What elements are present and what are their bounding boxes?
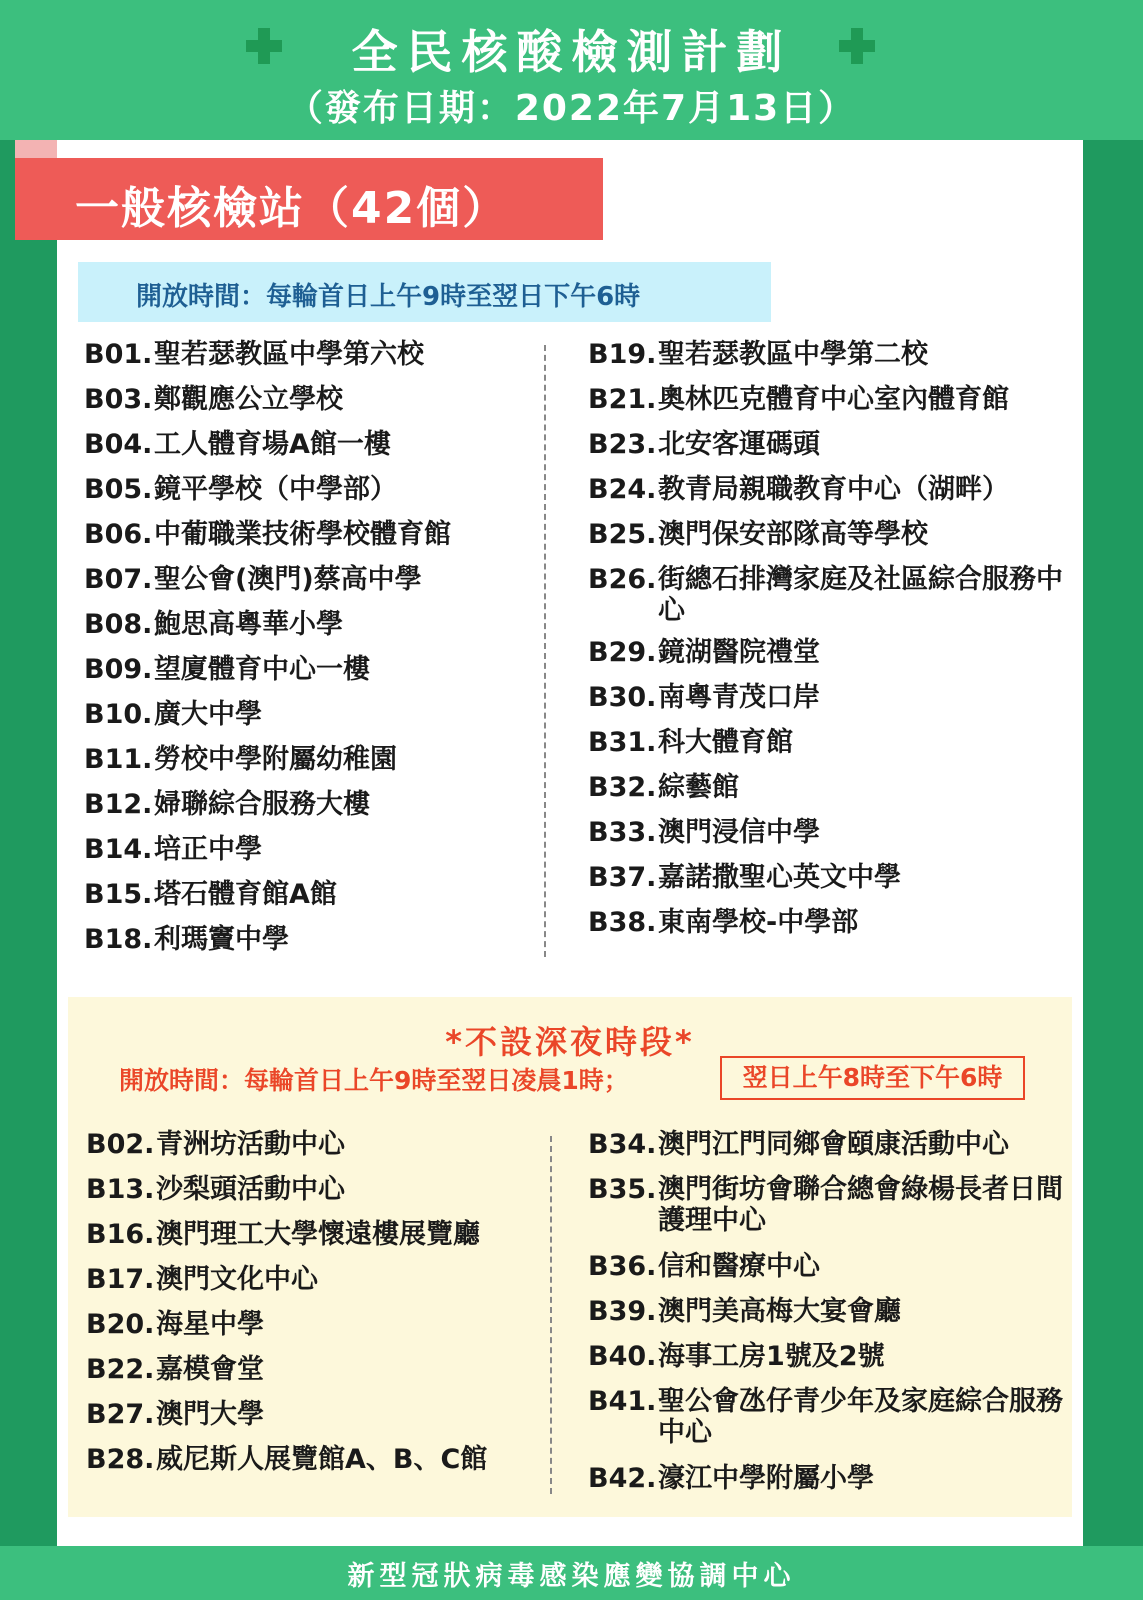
station-code: B33.: [588, 817, 657, 848]
station-name: 澳門街坊會聯合總會綠楊長者日間護理中心: [658, 1174, 1063, 1236]
station-code: B35.: [588, 1174, 657, 1205]
station-name: 澳門理工大學懷遠樓展覽廳: [156, 1219, 480, 1250]
station-name: 嘉諾撒聖心英文中學: [658, 862, 901, 893]
station-code: B23.: [588, 429, 657, 460]
station-code: B37.: [588, 862, 657, 893]
station-code: B06.: [84, 519, 153, 550]
station-code: B03.: [84, 384, 153, 415]
station-code: B22.: [86, 1354, 155, 1385]
station-name: 澳門浸信中學: [658, 817, 820, 848]
station-code: B13.: [86, 1174, 155, 1205]
station-code: B05.: [84, 474, 153, 505]
station-name: 聖公會氹仔青少年及家庭綜合服務中心: [658, 1386, 1063, 1448]
station-code: B14.: [84, 834, 153, 865]
station-name: 婦聯綜合服務大樓: [154, 789, 370, 820]
station-name: 信和醫療中心: [658, 1251, 820, 1282]
station-code: B20.: [86, 1309, 155, 1340]
station-name: 廣大中學: [154, 699, 262, 730]
station-code: B28.: [86, 1444, 155, 1475]
page-title: 全民核酸檢測計劃: [351, 25, 792, 79]
footer-organization: 新型冠狀病毒感染應變協調中心: [347, 1561, 796, 1592]
station-code: B26.: [588, 564, 657, 595]
station-name: 科大體育館: [658, 727, 793, 758]
station-name: 澳門大學: [156, 1399, 264, 1430]
station-code: B27.: [86, 1399, 155, 1430]
station-name: 鏡湖醫院禮堂: [658, 637, 820, 668]
station-code: B36.: [588, 1251, 657, 1282]
station-code: B41.: [588, 1386, 657, 1417]
station-name: 聖若瑟教區中學第二校: [658, 339, 928, 370]
station-code: B39.: [588, 1296, 657, 1327]
station-name: 教青局親職教育中心（湖畔）: [658, 474, 1009, 505]
station-name: 威尼斯人展覽館A、B、C館: [156, 1444, 488, 1475]
station-name: 奧林匹克體育中心室內體育館: [658, 384, 1009, 415]
station-name: 濠江中學附屬小學: [658, 1463, 874, 1494]
station-name: 綜藝館: [658, 772, 739, 803]
station-code: B21.: [588, 384, 657, 415]
station-name: 塔石體育館A館: [154, 879, 337, 910]
station-code: B07.: [84, 564, 153, 595]
station-code: B15.: [84, 879, 153, 910]
station-code: B09.: [84, 654, 153, 685]
station-code: B40.: [588, 1341, 657, 1372]
station-name: 東南學校-中學部: [658, 907, 859, 938]
station-name: 聖公會(澳門)蔡高中學: [154, 564, 422, 595]
station-name: 利瑪竇中學: [154, 924, 289, 955]
station-code: B17.: [86, 1264, 155, 1295]
station-name: 青洲坊活動中心: [156, 1129, 345, 1160]
station-code: B30.: [588, 682, 657, 713]
station-name: 勞校中學附屬幼稚園: [154, 744, 397, 775]
station-name: 北安客運碼頭: [658, 429, 820, 460]
column-divider: [544, 345, 546, 957]
station-name: 海星中學: [156, 1309, 264, 1340]
station-code: B04.: [84, 429, 153, 460]
station-code: B01.: [84, 339, 153, 370]
station-name: 澳門美高梅大宴會廳: [658, 1296, 901, 1327]
station-code: B10.: [84, 699, 153, 730]
general-stations-title: 一般核檢站（42個）: [75, 183, 509, 234]
station-code: B32.: [588, 772, 657, 803]
footer: [0, 1546, 1143, 1600]
station-name: 澳門文化中心: [156, 1264, 318, 1295]
station-name: 澳門江門同鄉會頤康活動中心: [658, 1129, 1009, 1160]
station-name: 南粵青茂口岸: [658, 682, 820, 713]
station-name: 海事工房1號及2號: [658, 1341, 885, 1372]
station-code: B02.: [86, 1129, 155, 1160]
station-name: 街總石排灣家庭及社區綜合服務中心: [658, 564, 1063, 626]
no-night-hours-text: 開放時間：每輪首日上午9時至翌日凌晨1時；: [119, 1066, 629, 1095]
station-code: B24.: [588, 474, 657, 505]
station-code: B31.: [588, 727, 657, 758]
station-code: B25.: [588, 519, 657, 550]
right-border: [1083, 140, 1143, 1546]
station-name: 鏡平學校（中學部）: [154, 474, 397, 505]
left-border: [0, 140, 57, 1546]
station-name: 澳門保安部隊高等學校: [658, 519, 928, 550]
station-name: 聖若瑟教區中學第六校: [154, 339, 424, 370]
station-code: B16.: [86, 1219, 155, 1250]
station-code: B12.: [84, 789, 153, 820]
station-code: B11.: [84, 744, 153, 775]
release-date: （發布日期：2022年7月13日）: [286, 88, 857, 129]
column-divider: [550, 1136, 552, 1494]
general-hours-text: 開放時間：每輪首日上午9時至翌日下午6時: [136, 282, 641, 312]
no-night-title: *不設深夜時段*: [445, 1023, 695, 1061]
station-name: 培正中學: [154, 834, 262, 865]
banner-fold: [15, 140, 57, 158]
general-hours-box: [78, 262, 771, 322]
header: [0, 0, 1143, 140]
station-code: B08.: [84, 609, 153, 640]
station-name: 鮑思高粵華小學: [154, 609, 343, 640]
no-night-hours-box: 翌日上午8時至下午6時: [720, 1056, 1025, 1100]
station-name: 沙梨頭活動中心: [156, 1174, 345, 1205]
station-name: 望廈體育中心一樓: [154, 654, 370, 685]
general-stations-banner: [15, 158, 603, 240]
station-name: 嘉模會堂: [156, 1354, 264, 1385]
station-code: B34.: [588, 1129, 657, 1160]
station-code: B19.: [588, 339, 657, 370]
station-name: 工人體育場A館一樓: [154, 429, 391, 460]
station-code: B38.: [588, 907, 657, 938]
station-code: B18.: [84, 924, 153, 955]
station-code: B42.: [588, 1463, 657, 1494]
station-code: B29.: [588, 637, 657, 668]
station-name: 鄭觀應公立學校: [154, 384, 343, 415]
station-name: 中葡職業技術學校體育館: [154, 519, 451, 550]
